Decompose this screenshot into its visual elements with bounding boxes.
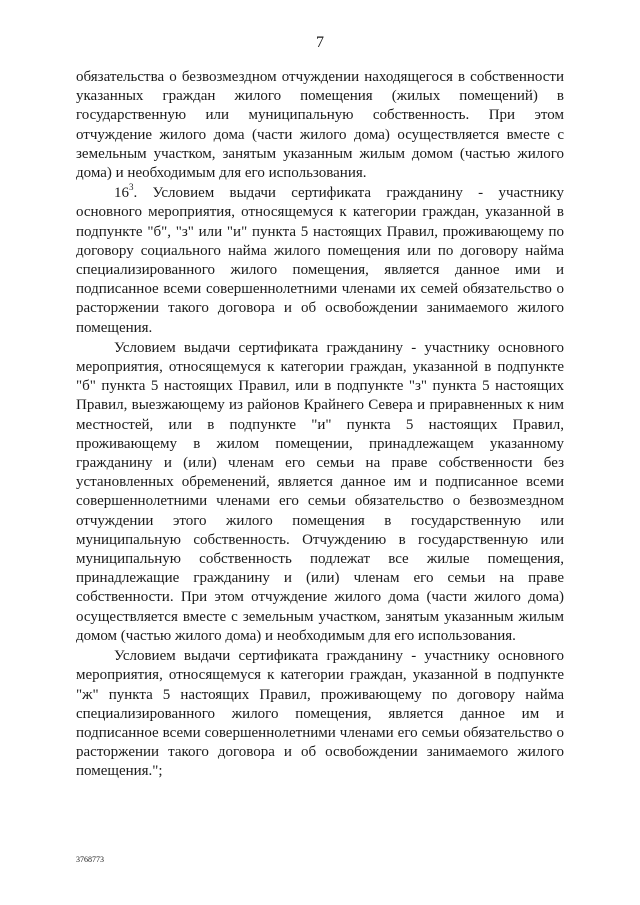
page-number: 7: [316, 34, 324, 51]
document-code: 3768773: [76, 855, 104, 864]
paragraph-condition-specialized: Условием выдачи сертификата гражданину - участнику основного мероприятия, относящемуся к категории граждан, указанной в подпункте "ж" пункта 5 настоящих Правил, проживающему по договору найма специализированного жилого помещения, является данное им и подписанное всеми совершеннолетними членами его семьи обязательство о расторжении такого договора и об освобождении занимаемого жилого помещения.";: [76, 648, 564, 780]
paragraph-16-3: [76, 184, 564, 338]
paragraph-condition-ownership: Условием выдачи сертификата гражданину - участнику основного мероприятия, относящемуся к категории граждан, указанной в подпункте "б" пункта 5 настоящих Правил, или в подпункте "з" пункта 5 настоящих Правил, выезжающему из районов Крайнего Севера и приравненных к ним местностей, или в подпункте "и" пункта 5 настоящих Правил, проживающему в жилом помещении, принадлежащем указанному гражданину и (или) членам его семьи на праве собственности без установленных обременений, является данное им и подписанное всеми совершеннолетними членами его семьи обязательство о безвозмездном отчуждении этого жилого помещения в государственную или муниципальную собственность. Отчуждению в государственную или муниципальную собственность подлежат все жилые помещения, принадлежащие гражданину и (или) членам его семьи на праве собственности. При этом отчуждение жилого дома (части жилого дома) осуществляется вместе с земельным участком, занятым указанным жилым домом (частью жилого дома) и необходимым для его использования.: [76, 339, 564, 644]
paragraph-text: . Условием выдачи сертификата гражданину - участнику основного мероприятия, относящемуся к категории граждан, указанной в подпункте "б", "з" или "и" пункта 5 настоящих Правил, проживающему по договору социального найма жилого помещения или по договору найма специализированного жилого помещения, является данное ими и подписанное всеми совершеннолетними членами их семей обязательство о расторжении такого договора и об освобождении занимаемого жилого помещения.: [76, 185, 564, 336]
paragraph-continuation: обязательства о безвозмездном отчуждении находящегося в собственности указанных граждан жилого помещения (жилых помещений) в государственную или муниципальную собственность. При этом отчуждение жилого дома (части жилого дома) осуществляется вместе с земельным участком, занятым указанным жилым домом (частью жилого дома) и необходимым для его использования.: [76, 69, 564, 182]
paragraph-number-superscript: 3: [129, 182, 134, 193]
document-body: [76, 68, 564, 783]
paragraph-number: 16: [114, 185, 129, 202]
